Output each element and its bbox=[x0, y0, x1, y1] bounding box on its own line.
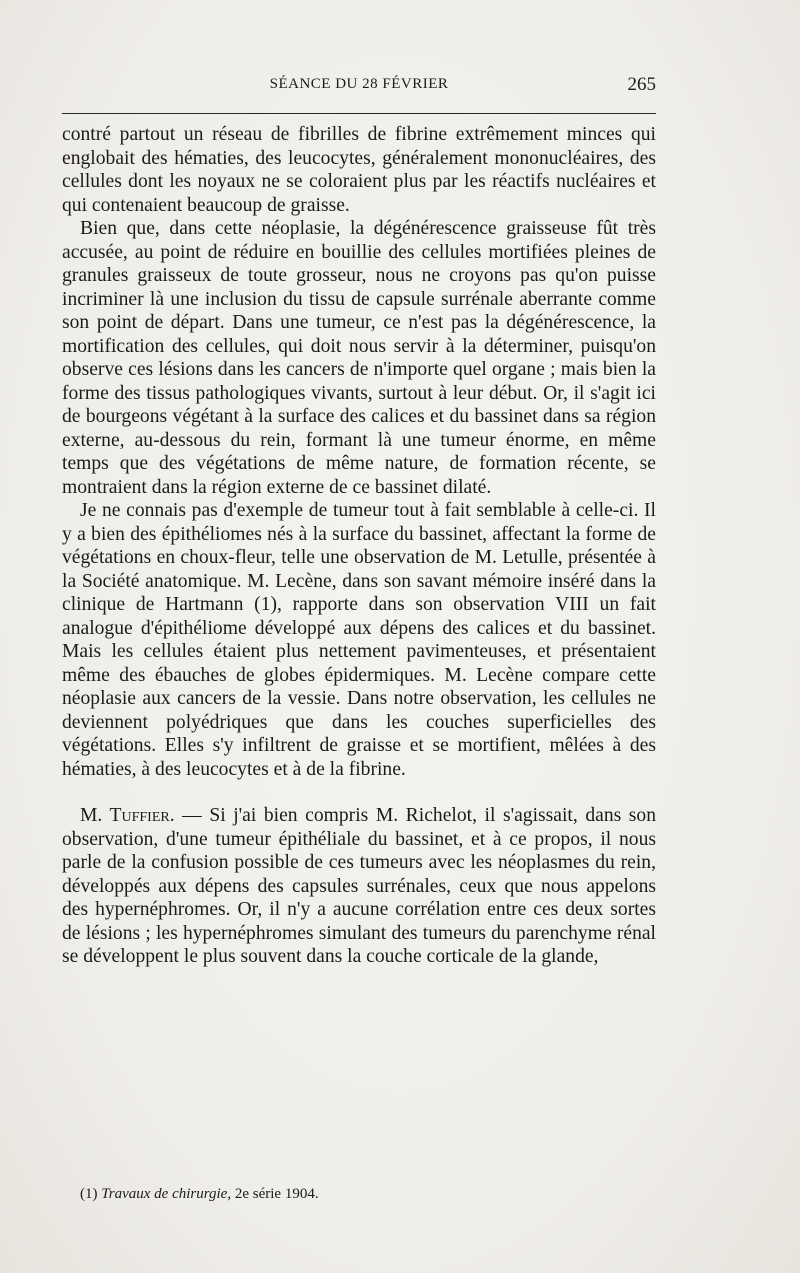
page-number: 265 bbox=[627, 74, 656, 95]
speech-paragraph bbox=[62, 804, 656, 969]
paragraph: Je ne connais pas d'exemple de tumeur tout à fait semblable à celle-ci. Il y a bien des épithéliomes nés à la surface du bassinet, affectant la forme de végétations en choux-fleur, telle une observation de M. Letulle, présentée à la Société anatomique. M. Lecène, dans son savant mémoire inséré dans la clinique de Hartmann (1), rapporte dans son observation VIII un fait analogue d'épithéliome développé aux dépens des calices et du bassinet. Mais les cellules étaient plus nettement pavimenteuses, et présentaient même des ébauches de globes épidermiques. M. Lecène compare cette néoplasie aux cancers de la vessie. Dans notre observation, les cellules ne deviennent polyédriques que dans les couches superficielles des végétations. Elles s'y infiltrent de graisse et se mortifient, mêlées à des hématies, à des leucocytes et à de la fibrine. bbox=[62, 500, 656, 780]
body-text bbox=[62, 123, 656, 969]
footnote-title: Travaux de chirurgie, bbox=[101, 1186, 232, 1202]
speech-text: — Si j'ai bien compris M. Richelot, il s'agissait, dans son observation, d'une tumeur épithéliale du bassinet, et à ce propos, il nous parle de la confusion possible de ces tumeurs avec les néoplasmes du rein, développés aux dépens des capsules surrénales, ceux que nous appelons des hypernéphromes. Or, il n'y a aucune corrélation entre ces deux sortes de lésions ; les hypernéphromes simulant des tumeurs du parenchyme rénal se développent le plus souvent dans la couche corticale de la glande, bbox=[62, 805, 657, 967]
footnote-rest: 2e série 1904. bbox=[231, 1186, 319, 1202]
speaker-name: M. Tuffier. bbox=[80, 805, 175, 826]
paragraph: Bien que, dans cette néoplasie, la dégénérescence graisseuse fût très accusée, au point de réduire en bouillie des cellules mortifiées pleines de granules graisseux de toute grosseur, nous ne croyons pas qu'on puisse incriminer là une inclusion du tissu de capsule surrénale aberrante comme son point de départ. Dans une tumeur, ce n'est pas la dégénérescence, la mortification des cellules, qui doit nous servir à la déterminer, puisqu'on observe ces lésions dans les cancers de n'importe quel organe ; mais bien la forme des tissus pathologiques vivants, surtout à leur début. Or, il s'agit ici de bourgeons végétant à la surface des calices et du bassinet dans sa région externe, au-dessous du rein, formant là une tumeur énorme, en même temps que des végétations de même nature, de formation récente, se montraient dans la région externe de ce bassinet dilaté. bbox=[62, 218, 656, 498]
header-rule bbox=[62, 113, 656, 114]
footnote-marker: (1) bbox=[80, 1186, 98, 1202]
paragraph: contré partout un réseau de fibrilles de fibrine extrêmement minces qui englobait des hématies, des leucocytes, généralement mononucléaires, des cellules dont les noyaux ne se coloraient plus par les réactifs nucléaires et qui contenaient beaucoup de graisse. bbox=[62, 124, 656, 216]
footnote bbox=[80, 1186, 656, 1203]
running-head bbox=[62, 76, 656, 100]
running-head-title: SÉANCE DU 28 FÉVRIER bbox=[269, 76, 449, 92]
